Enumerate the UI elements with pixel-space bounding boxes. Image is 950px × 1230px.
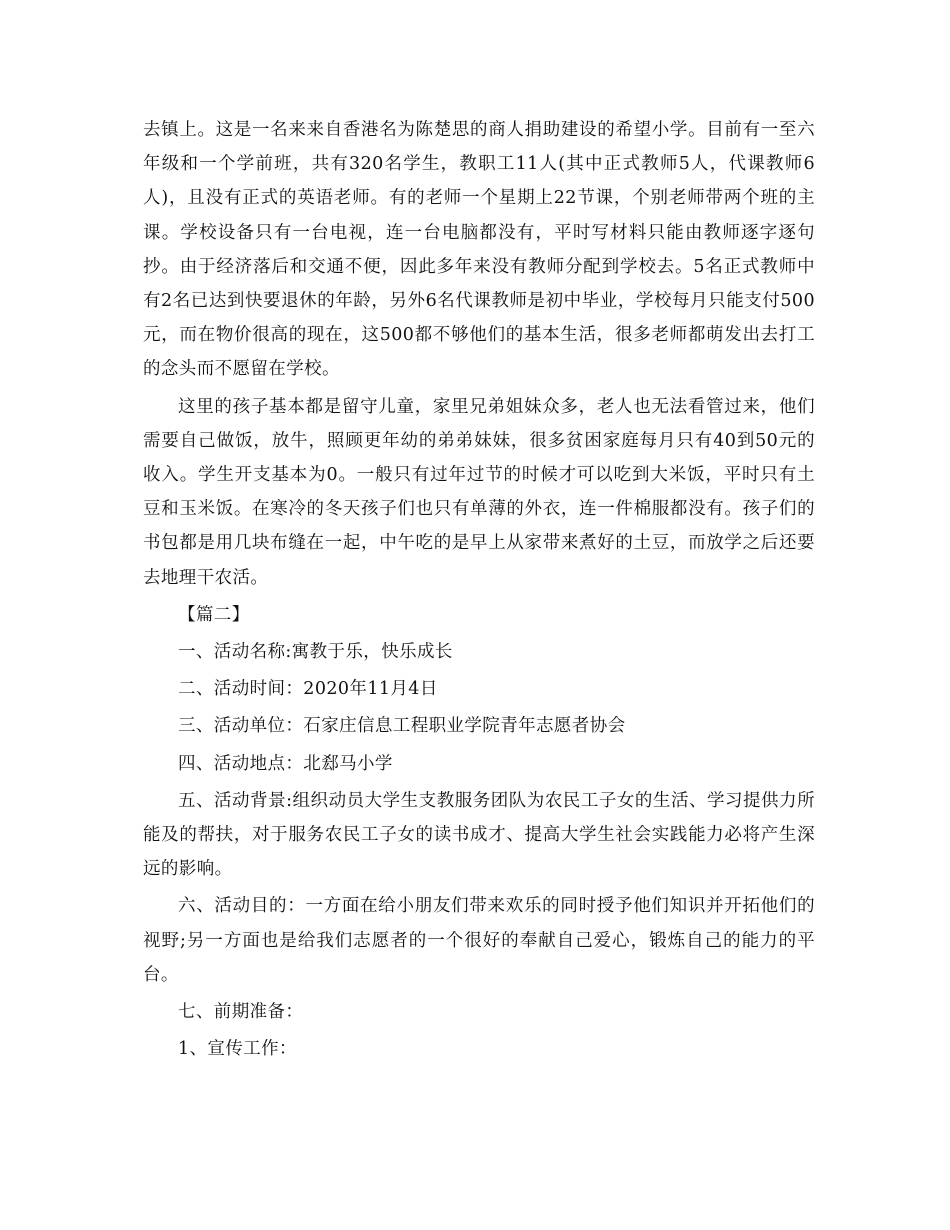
- activity-organizer: 三、活动单位：石家庄信息工程职业学院青年志愿者协会: [178, 716, 626, 737]
- activity-background: 五、活动背景:组织动员大学生支教服务团队为农民工子女的生活、学习提供力所能及的帮扶，对于服务农民工子女的读书成才、提高大学生社会实践能力必将产生深远的影响。: [143, 790, 815, 880]
- activity-name: 一、活动名称:寓教于乐，快乐成长: [178, 642, 453, 663]
- preparation-heading: 七、前期准备：: [178, 1002, 304, 1023]
- section-title: 【篇二】: [178, 604, 250, 625]
- publicity-work-heading: 1、宣传工作：: [178, 1039, 297, 1060]
- activity-time: 二、活动时间：2020年11月4日: [178, 679, 438, 700]
- activity-location: 四、活动地点：北郄马小学: [178, 753, 393, 774]
- document-body: [143, 113, 815, 1066]
- paragraph-children-situation: 这里的孩子基本都是留守儿童，家里兄弟姐妹众多，老人也无法看管过来，他们需要自己做饭，放牛，照顾更年幼的弟弟妹妹，很多贫困家庭每月只有40到50元的收入。学生开支基本为0。一般只有过年过节的时候才可以吃到大米饭，平时只有土豆和玉米饭。在寒冷的冬天孩子们也只有单薄的外衣，连一件棉服都没有。孩子们的书包都是用几块布缝在一起，中午吃的是早上从家带来煮好的土豆，而放学之后还要去地理干农活。: [143, 396, 815, 588]
- paragraph-school-description: 去镇上。这是一名来来自香港名为陈楚思的商人捐助建设的希望小学。目前有一至六年级和一个学前班，共有320名学生，教职工11人(其中正式教师5人，代课教师6人)，且没有正式的英语老师。有的老师一个星期上22节课，个别老师带两个班的主课。学校设备只有一台电视，连一台电脑都没有，平时写材料只能由教师逐字逐句抄。由于经济落后和交通不便，因此多年来没有教师分配到学校去。5名正式教师中有2名已达到快要退休的年龄，另外6名代课教师是初中毕业，学校每月只能支付500元，而在物价很高的现在，这500都不够他们的基本生活，很多老师都萌发出去打工的念头而不愿留在学校。: [143, 120, 815, 380]
- activity-purpose: 六、活动目的：一方面在给小朋友们带来欢乐的同时授予他们知识并开拓他们的视野;另一方面也是给我们志愿者的一个很好的奉献自己爱心，锻炼自己的能力的平台。: [143, 896, 815, 985]
